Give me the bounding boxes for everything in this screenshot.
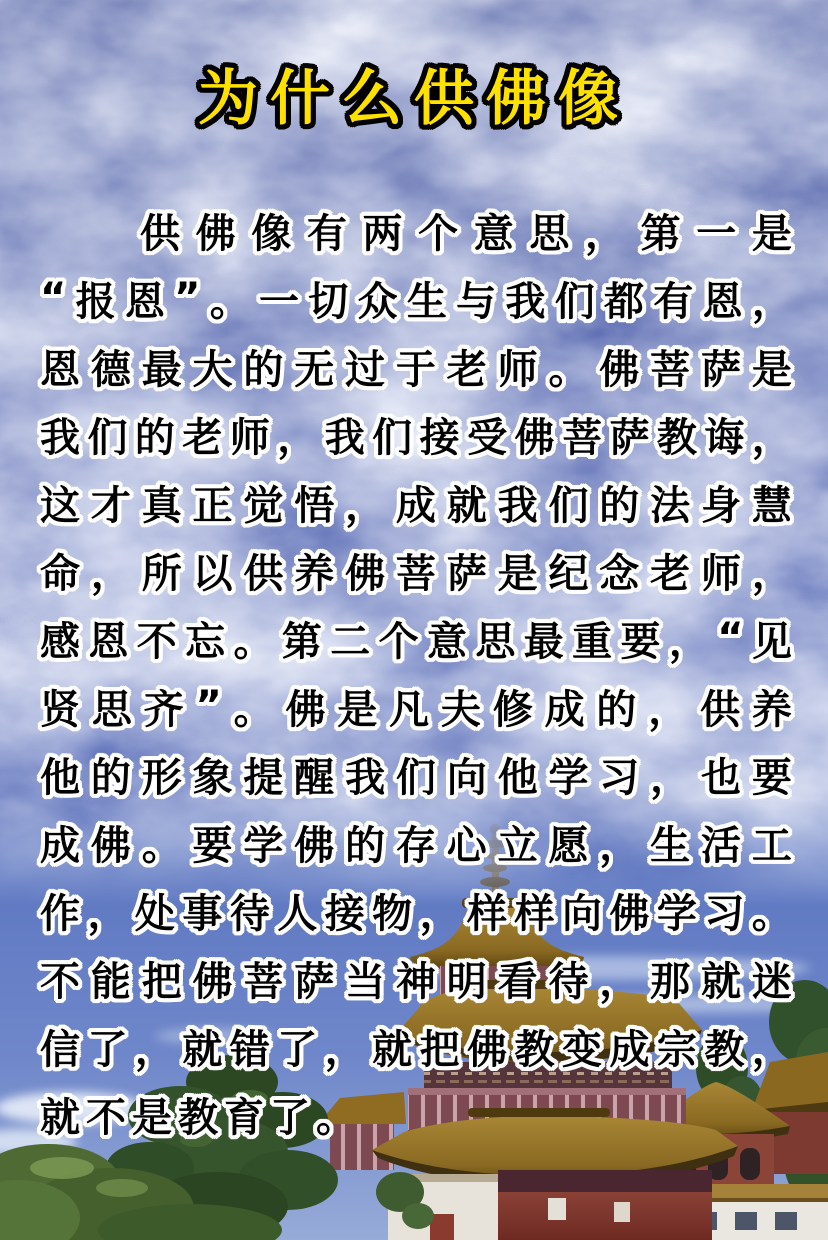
body-char: 凡 (389, 686, 430, 733)
body-char: 才 (90, 482, 131, 529)
body-line (40, 672, 792, 740)
body-char: 悟 (294, 482, 335, 529)
body-char: 接 (324, 890, 365, 937)
body-char: 把 (419, 1026, 460, 1073)
body-char: 们 (395, 754, 436, 801)
body-char: ， (90, 550, 131, 597)
body-char: 佛 (467, 1026, 508, 1073)
body-char: 供 (700, 686, 741, 733)
body-char: ， (345, 482, 386, 529)
body-char: 向 (446, 754, 487, 801)
body-char: 成 (609, 1026, 650, 1073)
body-char: ， (751, 550, 792, 597)
body-char: 大 (192, 346, 233, 393)
body-char: 样 (514, 890, 555, 937)
body-char: 感 (40, 618, 80, 665)
body-char: 正 (192, 482, 233, 529)
body-char: 齐 (143, 686, 184, 733)
body-char: 。 (141, 822, 182, 869)
body-char: 命 (40, 550, 80, 597)
body-char: 学 (243, 822, 284, 869)
body-char: 萨 (294, 958, 335, 1005)
body-char: 的 (596, 686, 637, 733)
poster-title: 为什么供佛像 (198, 64, 630, 134)
body-char: 活 (700, 822, 741, 869)
body-line (40, 264, 792, 332)
body-char: 成 (544, 686, 585, 733)
body-char: 养 (751, 686, 792, 733)
body-line (40, 536, 792, 604)
body-char: 于 (395, 346, 436, 393)
body-char: 学 (548, 754, 589, 801)
body-line (40, 604, 792, 672)
body-char: 是 (751, 346, 792, 393)
body-char: ， (668, 618, 709, 665)
body-char: 师 (229, 414, 270, 461)
body-char: 把 (141, 958, 182, 1005)
body-char: 与 (456, 278, 497, 325)
body-char: 所 (141, 550, 182, 597)
body-char: 教 (656, 414, 697, 461)
body-char: ， (648, 686, 689, 733)
body-char: 们 (548, 482, 589, 529)
body-char: 的 (345, 822, 386, 869)
body-char: 我 (497, 482, 538, 529)
body-char: 第 (640, 210, 681, 257)
body-line (40, 1080, 792, 1148)
body-char: 存 (395, 822, 436, 869)
body-char: 纪 (548, 550, 589, 597)
body-char: ， (87, 890, 128, 937)
body-char: 一 (259, 278, 299, 325)
body-char: 贤 (40, 686, 80, 733)
body-line (40, 808, 792, 876)
body-line (40, 332, 792, 400)
body-line (40, 1012, 792, 1080)
body-char: 萨 (609, 414, 650, 461)
body-char: ， (277, 414, 318, 461)
body-char: 最 (523, 618, 564, 665)
body-char: 思 (475, 618, 516, 665)
body-char: 教 (178, 1094, 224, 1141)
body-char: 重 (572, 618, 613, 665)
body-char: 师 (700, 550, 741, 597)
body-line (40, 876, 792, 944)
body-char: 教 (514, 1026, 555, 1073)
body-char: 菩 (243, 958, 284, 1005)
body-char: 的 (90, 754, 131, 801)
body-char: 接 (419, 414, 460, 461)
body-char: 就 (182, 1026, 223, 1073)
body-char: 他 (497, 754, 538, 801)
body-char: ， (419, 890, 460, 937)
body-char: 是 (751, 210, 792, 257)
body-char: 。 (316, 1094, 362, 1141)
body-line (40, 468, 792, 536)
body-char: 佛 (90, 822, 131, 869)
body-char: 宗 (656, 1026, 697, 1073)
body-char: 受 (467, 414, 508, 461)
body-char: 作 (40, 890, 80, 937)
body-char: 样 (467, 890, 508, 937)
body-char: 错 (229, 1026, 270, 1073)
body-char: 有 (306, 210, 347, 257)
body-char: ” (195, 683, 222, 729)
body-char: 当 (345, 958, 386, 1005)
body-char: 老 (446, 346, 487, 393)
body-char: 忘 (185, 618, 226, 665)
body-char: 萨 (700, 346, 741, 393)
body-char: 待 (548, 958, 589, 1005)
body-char: 物 (372, 890, 413, 937)
body-char: 向 (561, 890, 602, 937)
body-char: 们 (372, 414, 413, 461)
body-char: “ (40, 275, 67, 321)
body-char: 。 (548, 346, 589, 393)
poster-body (40, 196, 792, 1148)
body-char: 提 (243, 754, 284, 801)
body-char: 我 (505, 278, 546, 325)
body-char: 最 (141, 346, 182, 393)
body-char: 生 (650, 822, 691, 869)
body-char: 的 (243, 346, 284, 393)
body-char: 二 (330, 618, 371, 665)
body-char: 觉 (243, 482, 284, 529)
body-char: 两 (362, 210, 403, 257)
body-char: 事 (182, 890, 223, 937)
pagoda-base-building (376, 1172, 498, 1240)
body-char: 处 (134, 890, 175, 937)
body-char: 习 (704, 890, 745, 937)
body-char: 以 (192, 550, 233, 597)
body-char: 像 (251, 210, 292, 257)
body-char: 。 (233, 686, 274, 733)
body-char: 习 (599, 754, 640, 801)
body-char: 佛 (345, 550, 386, 597)
body-char: 。 (233, 618, 274, 665)
body-char: 了 (277, 1026, 318, 1073)
body-char: 了 (87, 1026, 128, 1073)
body-char: 德 (90, 346, 131, 393)
body-line (40, 400, 792, 468)
body-char: 真 (141, 482, 182, 529)
body-char: 个 (378, 618, 419, 665)
body-char: ， (751, 278, 792, 325)
body-char: 我 (345, 754, 386, 801)
body-char: 老 (650, 550, 691, 597)
body-char: 的 (134, 414, 175, 461)
body-char: ， (650, 754, 691, 801)
body-char: 都 (603, 278, 644, 325)
body-char: ” (174, 275, 201, 321)
body-char: 佛 (285, 686, 326, 733)
body-char: 愿 (548, 822, 589, 869)
body-char: 身 (700, 482, 741, 529)
body-char: 要 (620, 618, 661, 665)
body-char: 了 (270, 1094, 316, 1141)
body-line (140, 196, 792, 264)
body-char: 就 (446, 482, 487, 529)
body-char: ， (324, 1026, 365, 1073)
body-char: “ (717, 615, 744, 661)
body-char: 诲 (704, 414, 745, 461)
body-char: 众 (357, 278, 398, 325)
body-char: 生 (406, 278, 447, 325)
body-char: 教 (704, 1026, 745, 1073)
body-char: 人 (277, 890, 318, 937)
body-char: 明 (446, 958, 487, 1005)
body-char: 。 (751, 890, 792, 937)
body-char: 佛 (599, 346, 640, 393)
body-char: ， (751, 414, 792, 461)
body-char: 他 (40, 754, 80, 801)
body-char: 供 (243, 550, 284, 597)
body-char: 修 (492, 686, 533, 733)
body-char: 信 (40, 1026, 80, 1073)
body-char: 神 (395, 958, 436, 1005)
body-char: ， (599, 822, 640, 869)
body-char: 待 (229, 890, 270, 937)
body-char: 那 (650, 958, 691, 1005)
body-char: 看 (497, 958, 538, 1005)
body-char: 立 (497, 822, 538, 869)
body-char: 。 (209, 278, 250, 325)
body-char: 法 (650, 482, 691, 529)
body-char: 就 (700, 958, 741, 1005)
body-char: ， (751, 1026, 792, 1073)
body-char: 供 (140, 210, 180, 257)
body-char: 我 (324, 414, 365, 461)
body-char: 成 (40, 822, 80, 869)
body-char: 师 (497, 346, 538, 393)
body-char: 这 (40, 482, 80, 529)
body-char: 能 (90, 958, 131, 1005)
body-char: 老 (182, 414, 223, 461)
body-char: 慧 (751, 482, 792, 529)
body-line (40, 740, 792, 808)
body-char: 是 (132, 1094, 178, 1141)
body-char: 变 (561, 1026, 602, 1073)
body-char: 的 (599, 482, 640, 529)
body-char: 不 (40, 958, 80, 1005)
body-char: 要 (751, 754, 792, 801)
body-char: 意 (427, 618, 467, 665)
body-char: ， (585, 210, 625, 257)
body-char: 佛 (192, 958, 233, 1005)
body-char: 工 (751, 822, 792, 869)
body-char: 们 (87, 414, 128, 461)
body-char: 有 (653, 278, 694, 325)
body-char: 要 (192, 822, 233, 869)
body-char: 过 (345, 346, 386, 393)
body-char: 是 (337, 686, 378, 733)
body-char: 个 (418, 210, 459, 257)
body-char: 恩 (702, 278, 743, 325)
body-char: 迷 (751, 958, 792, 1005)
body-char: 形 (141, 754, 182, 801)
body-char: 第 (281, 618, 322, 665)
body-char: 萨 (446, 550, 487, 597)
body-char: 佛 (514, 414, 555, 461)
body-char: 恩 (88, 618, 129, 665)
body-char: 思 (91, 686, 132, 733)
body-char: 育 (224, 1094, 270, 1141)
body-char: 不 (136, 618, 177, 665)
body-char: 思 (529, 210, 570, 257)
body-char: 醒 (294, 754, 335, 801)
body-char: 佛 (195, 210, 236, 257)
body-char: 切 (308, 278, 349, 325)
body-char: 学 (656, 890, 697, 937)
body-char: 恩 (40, 346, 80, 393)
body-char: 菩 (650, 346, 691, 393)
body-char: 就 (372, 1026, 413, 1073)
body-char: 恩 (124, 278, 165, 325)
body-char: 佛 (294, 822, 335, 869)
body-char: 我 (40, 414, 80, 461)
body-char: 也 (700, 754, 741, 801)
body-char: 菩 (561, 414, 602, 461)
body-char: ， (599, 958, 640, 1005)
body-char: 一 (696, 210, 737, 257)
body-char: 就 (40, 1094, 86, 1141)
body-line (40, 944, 792, 1012)
body-char: 菩 (395, 550, 436, 597)
body-char: 心 (446, 822, 487, 869)
body-char: 们 (554, 278, 595, 325)
body-char: 成 (395, 482, 436, 529)
body-char: 见 (751, 618, 792, 665)
body-char: 养 (294, 550, 335, 597)
body-char: 是 (497, 550, 538, 597)
body-char: 夫 (440, 686, 481, 733)
body-char: 意 (473, 210, 514, 257)
body-char: ， (134, 1026, 175, 1073)
body-char: 象 (192, 754, 233, 801)
body-char: 无 (294, 346, 335, 393)
body-char: 念 (599, 550, 640, 597)
body-char: 报 (75, 278, 116, 325)
body-char: 佛 (609, 890, 650, 937)
body-char: 不 (86, 1094, 132, 1141)
